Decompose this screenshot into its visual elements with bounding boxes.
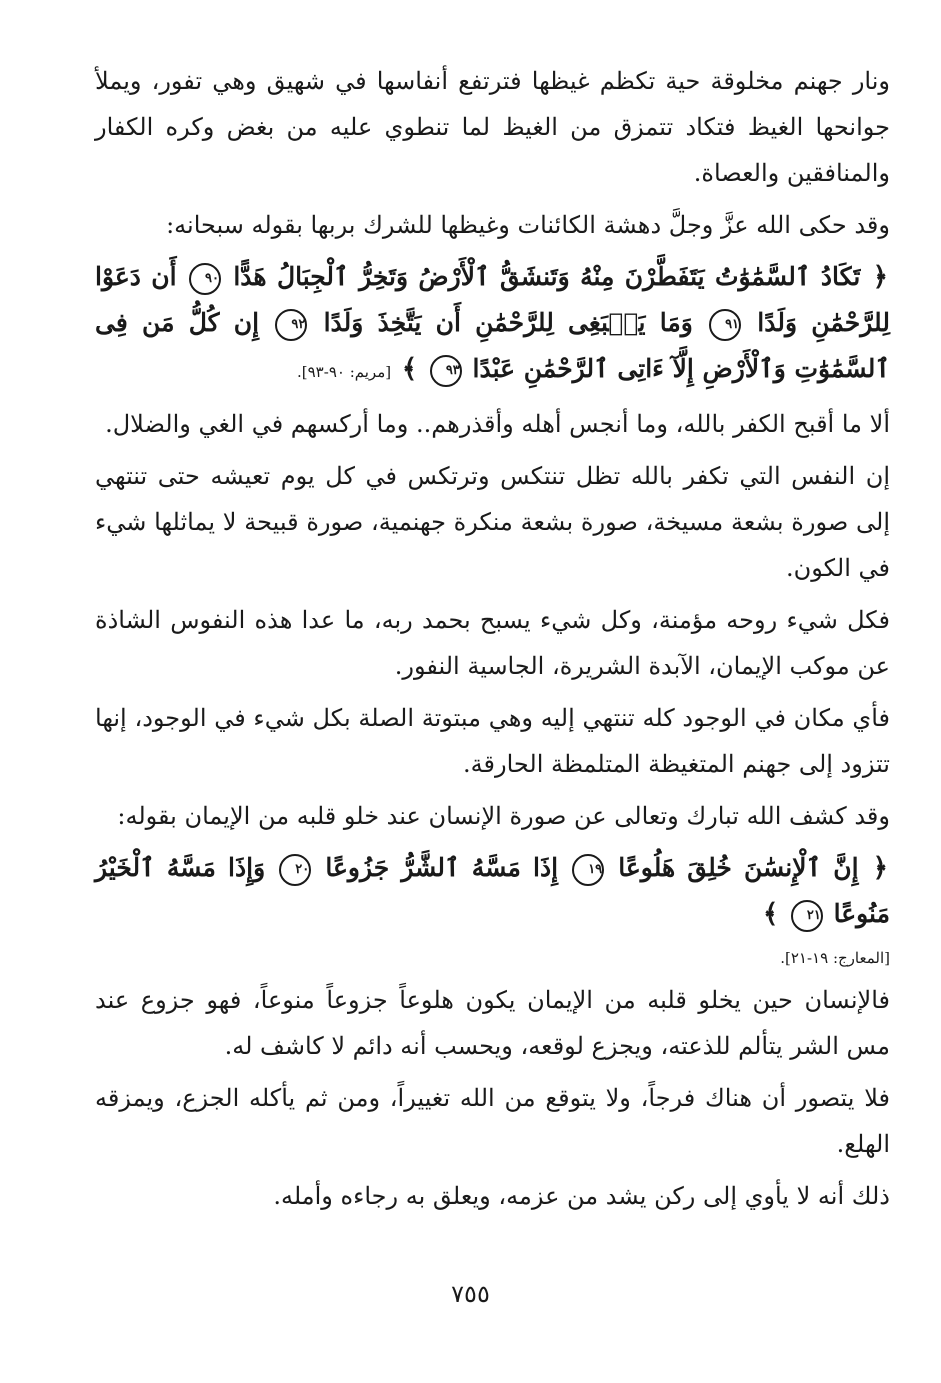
paragraph-6: فأي مكان في الوجود كله تنتهي إليه وهي مبتوتة الصلة بكل شيء في الوجود، إنها تتزود إلى جهنم المتغيظة المتلمظة الحارقة. [95,704,890,778]
paragraph-10: ذلك أنه لا يأوي إلى ركن يشد من عزمه، ويعلق به رجاءه وأمله. [273,1182,890,1210]
verse-text-20: إِذَا مَسَّهُ ٱلشَّرُّ جَزُوعًا [325,853,559,882]
page-body [95,58,890,1225]
ayah-number-19: ١٩ [572,854,604,886]
ornate-bracket-open: ﴿ [872,853,888,883]
ayah-number-93: ٩٣ [430,355,462,387]
verse-text-91: أَن دَعَوْا لِلرَّحْمَٰنِ وَلَدًا [95,262,890,337]
verse-text-92: وَمَا يَنۢبَغِى لِلرَّحْمَٰنِ أَن يَتَّخِذَ وَلَدًا [323,308,693,337]
verse-reference-maarij: [المعارج: ١٩-٢١]. [780,949,890,967]
verse-text-21: وَإِذَا مَسَّهُ ٱلْخَيْرُ مَنُوعًا [95,853,890,928]
quran-verse-maryam [95,254,890,395]
ornate-bracket-close: ﴾ [401,354,418,384]
quran-verse-maarij [95,845,890,937]
paragraph-2: وقد حكى الله عزَّ وجلَّ دهشة الكائنات وغيظها للشرك بربها بقوله سبحانه: [166,211,890,239]
ornate-bracket-open: ﴿ [872,262,888,292]
paragraph-5: فكل شيء روحه مؤمنة، وكل شيء يسبح بحمد ربه، ما عدا هذه النفوس الشاذة عن موكب الإيمان، الآبدة الشريرة، الجاسية النفور. [95,606,890,680]
paragraph-1: ونار جهنم مخلوقة حية تكظم غيظها فترتفع أنفاسها في شهيق وهي تفور، ويملأ جوانحها الغيظ فتكاد تتمزق من الغيظ لما تنطوي عليه من بغض وكره الكفار والمنافقين والعصاة. [95,67,890,187]
ayah-number-21: ٢١ [791,900,823,932]
verse-text-19: إِنَّ ٱلْإِنسَٰنَ خُلِقَ هَلُوعًا [618,853,859,882]
paragraph-3: ألا ما أقبح الكفر بالله، وما أنجس أهله وأقذرهم.. وما أركسهم في الغي والضلال. [105,410,890,438]
verse-text-90: تَكَادُ ٱلسَّمَٰوَٰتُ يَتَفَطَّرْنَ مِنْهُ وَتَنشَقُّ ٱلْأَرْضُ وَتَخِرُّ ٱلْجِبَالُ هَدًّا [233,262,861,291]
verse-reference-maryam: [مريم: ٩٠-٩٣]. [297,363,392,381]
paragraph-4: إن النفس التي تكفر بالله تظل تنتكس وترتكس في كل يوم تعيشه حتى تنتهي إلى صورة بشعة مسيخة، صورة بشعة منكرة جهنمية، صورة قبيحة لا يماثلها شيء في الكون. [95,462,891,582]
paragraph-9: فلا يتصور أن هناك فرجاً، ولا يتوقع من الله تغييراً، ومن ثم يأكله الجزع، ويمزقه الهلع. [95,1084,890,1158]
ornate-bracket-close: ﴾ [762,899,779,929]
page-number: ٧٥٥ [451,1280,490,1308]
ayah-number-20: ٢٠ [279,854,311,886]
ayah-number-90: ٩٠ [189,263,221,295]
paragraph-7: وقد كشف الله تبارك وتعالى عن صورة الإنسان عند خلو قلبه من الإيمان بقوله: [117,802,890,830]
verse-text-93: إِن كُلُّ مَن فِى ٱلسَّمَٰوَٰتِ وَٱلْأَرْضِ إِلَّآ ءَاتِى ٱلرَّحْمَٰنِ عَبْدًا [95,308,890,383]
paragraph-8: فالإنسان حين يخلو قلبه من الإيمان يكون هلوعاً جزوعاً منوعاً، فهو جزوع عند مس الشر يتألم للذعته، ويجزع لوقعه، ويحسب أنه دائم لا كاشف له. [95,986,890,1060]
ayah-number-91: ٩١ [709,309,741,341]
ayah-number-92: ٩٢ [275,309,307,341]
